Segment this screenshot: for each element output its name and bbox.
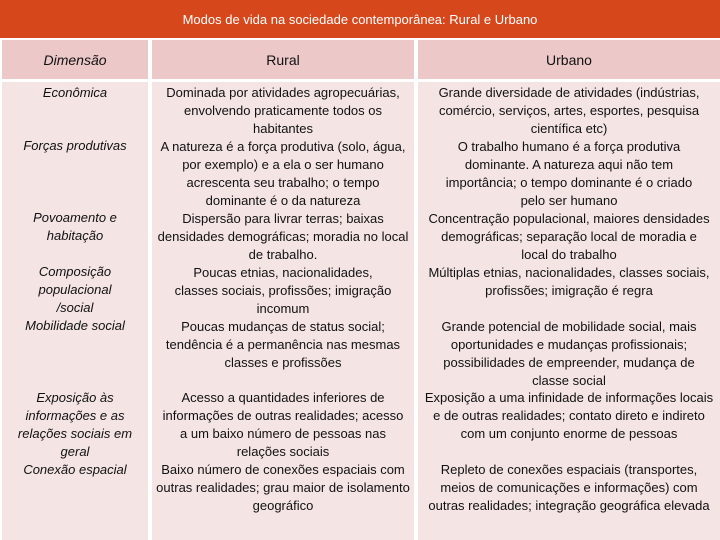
urbano-forcas-produtivas: O trabalho humano é a força produtiva dominante. A natureza aqui não tem importância; o tempo dominante é o criado pelo ser humano — [445, 139, 693, 208]
urbano-composicao: Múltiplas etnias, nacionalidades, classes sociais, profissões; imigração é regra — [428, 265, 710, 298]
dim-economica: Econômica — [42, 85, 108, 100]
dim-conexao: Conexão espacial — [23, 462, 127, 477]
header-rural: Rural — [152, 40, 414, 79]
urbano-mobilidade: Grande potencial de mobilidade social, mais oportunidades e mudanças profissionais; possibilidades de empreender, mudança de classe social — [441, 319, 697, 388]
urbano-exposicao: Exposição a uma infinidade de informações locais e de outras realidades; contato direto e indireto com um conjunto enorme de pessoas — [424, 390, 714, 441]
header-dimensao: Dimensão — [2, 40, 148, 79]
rural-povoamento: Dispersão para livrar terras; baixas densidades demográficas; moradia no local de trabalho. — [157, 211, 409, 262]
header-row — [0, 40, 720, 79]
rural-conexao: Baixo número de conexões espaciais com outras realidades; grau maior de isolamento geográfico — [156, 462, 410, 513]
rural-column — [152, 82, 414, 540]
urbano-economica: Grande diversidade de atividades (indústrias, comércio, serviços, artes, esportes, pesquisa científica etc) — [438, 85, 700, 136]
dim-composicao: Composição populacional /social — [38, 264, 112, 315]
urbano-column — [418, 82, 720, 540]
table-title: Modos de vida na sociedade contemporânea: Rural e Urbano — [0, 0, 720, 38]
urbano-povoamento: Concentração populacional, maiores densidades demográficas; separação local de moradia e local do trabalho — [428, 211, 710, 262]
rural-mobilidade: Poucas mudanças de status social; tendência é a permanência nas mesmas classes e profissões — [165, 319, 401, 370]
dim-exposicao: Exposição às informações e as relações sociais em geral — [17, 390, 133, 459]
dim-forcas-produtivas: Forças produtivas — [23, 138, 127, 153]
urbano-conexao: Repleto de conexões espaciais (transportes, meios de comunicações e informações) com outras realidades; integração geográfica elevada — [428, 462, 710, 513]
dimension-column — [2, 82, 148, 540]
rural-composicao: Poucas etnias, nacionalidades, classes sociais, profissões; imigração incomum — [174, 265, 392, 316]
dim-povoamento: Povoamento e habitação — [33, 210, 117, 243]
dim-mobilidade: Mobilidade social — [25, 318, 125, 333]
rural-economica: Dominada por atividades agropecuárias, envolvendo praticamente todos os habitantes — [166, 85, 400, 136]
header-urbano: Urbano — [418, 40, 720, 79]
rural-forcas-produtivas: A natureza é a força produtiva (solo, água, por exemplo) e a ela o ser humano acrescenta seu trabalho; o tempo dominante é o da natureza — [160, 139, 406, 208]
rural-exposicao: Acesso a quantidades inferiores de informações de outras realidades; acesso a um baixo número de pessoas nas relações sociais — [162, 390, 404, 459]
